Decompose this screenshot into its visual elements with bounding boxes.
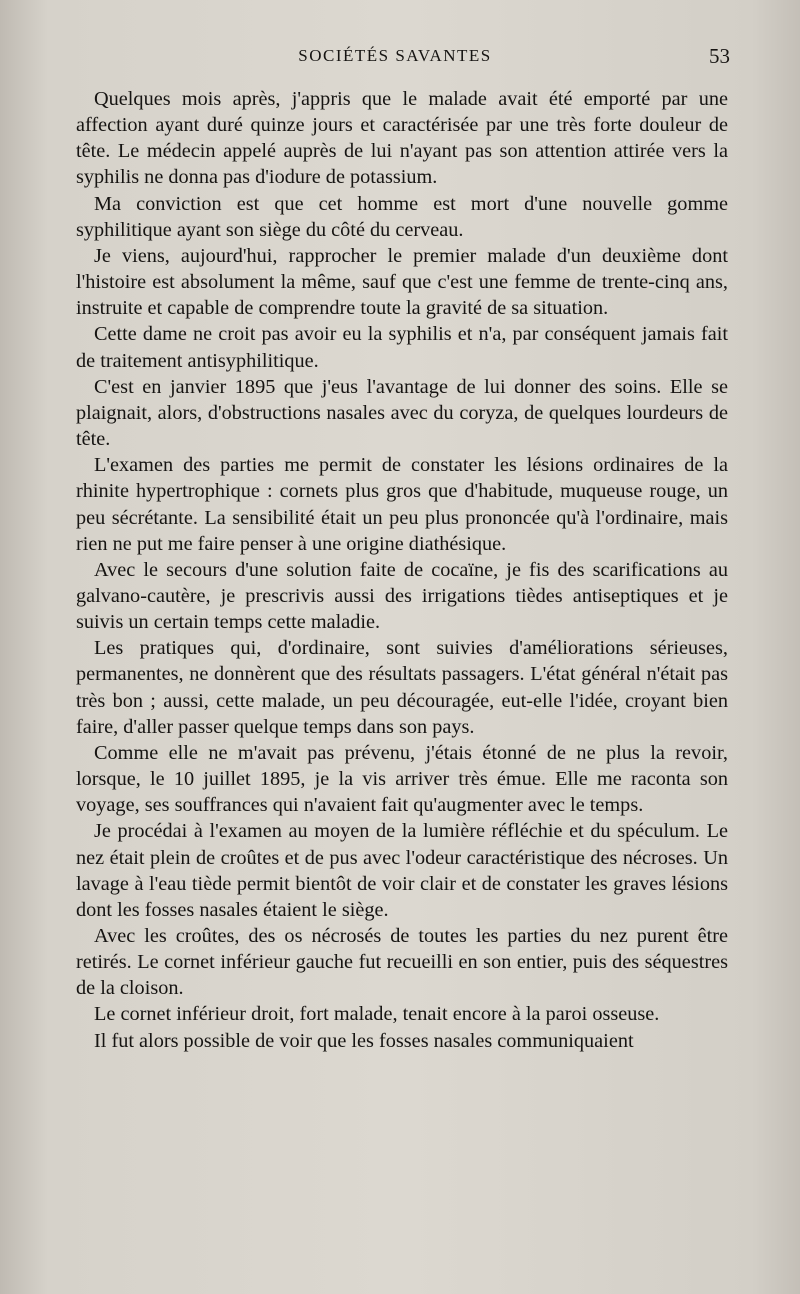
running-head	[0, 46, 800, 74]
paragraph: Avec les croûtes, des os nécrosés de toutes les parties du nez purent être retirés. Le cornet inférieur gauche fut recueilli en son entier, puis des séquestres de la cloison.	[76, 925, 728, 1000]
paragraph: L'examen des parties me permit de constater les lésions ordinaires de la rhinite hypertrophique : cornets plus gros que d'habitude, muqueuse rouge, un peu sécrétante. La sensibilité était un peu plus prononcée qu'à l'ordinaire, mais rien ne put me faire penser à une origine diathésique.	[76, 454, 728, 555]
paragraph: Ma conviction est que cet homme est mort d'une nouvelle gomme syphilitique ayant son siège du côté du cerveau.	[76, 192, 728, 241]
paragraph: Je procédai à l'examen au moyen de la lumière réfléchie et du spéculum. Le nez était plein de croûtes et de pus avec l'odeur caractéristique des nécroses. Un lavage à l'eau tiède permit bientôt de voir clair et de constater les graves lésions dont les fosses nasales étaient le siège.	[76, 820, 728, 921]
paragraph: Comme elle ne m'avait pas prévenu, j'étais étonné de ne plus la revoir, lorsque, le 10 juillet 1895, je la vis arriver très émue. Elle me raconta son voyage, ses souffrances qui n'avaient fait qu'augmenter avec le temps.	[76, 741, 728, 817]
paragraph: Cette dame ne croit pas avoir eu la syphilis et n'a, par conséquent jamais fait de traitement antisyphilitique.	[76, 323, 728, 372]
paragraph: Quelques mois après, j'appris que le malade avait été emporté par une affection ayant duré quinze jours et caractérisée par une très forte douleur de tête. Le médecin appelé auprès de lui n'ayant pas son attention attirée vers la syphilis ne donna pas d'iodure de potassium.	[76, 88, 728, 189]
paragraph: C'est en janvier 1895 que j'eus l'avantage de lui donner des soins. Elle se plaignait, alors, d'obstructions nasales avec du coryza, de quelques lourdeurs de tête.	[76, 375, 728, 451]
body-text	[76, 86, 728, 1054]
paragraph: Les pratiques qui, d'ordinaire, sont suivies d'améliorations sérieuses, permanentes, ne donnèrent que des résultats passagers. L'état général n'était pas très bon ; aussi, cette malade, un peu découragée, eut-elle l'idée, croyant bien faire, d'aller passer quelque temps dans son pays.	[76, 637, 728, 738]
paragraph: Il fut alors possible de voir que les fosses nasales communiquaient	[94, 1029, 634, 1052]
page-number: 53	[709, 44, 730, 68]
paragraph: Je viens, aujourd'hui, rapprocher le premier malade d'un deuxième dont l'histoire est absolument la même, sauf que c'est une femme de trente-cinq ans, instruite et capable de comprendre toute la gravité de sa situation.	[76, 244, 728, 320]
paragraph: Avec le secours d'une solution faite de cocaïne, je fis des scarifications au galvano-cautère, je prescrivis aussi des irrigations tièdes antiseptiques et je suivis un certain temps cette maladie.	[76, 558, 728, 634]
paragraph: Le cornet inférieur droit, fort malade, tenait encore à la paroi osseuse.	[94, 1003, 660, 1026]
running-title: SOCIÉTÉS SAVANTES	[298, 46, 492, 65]
